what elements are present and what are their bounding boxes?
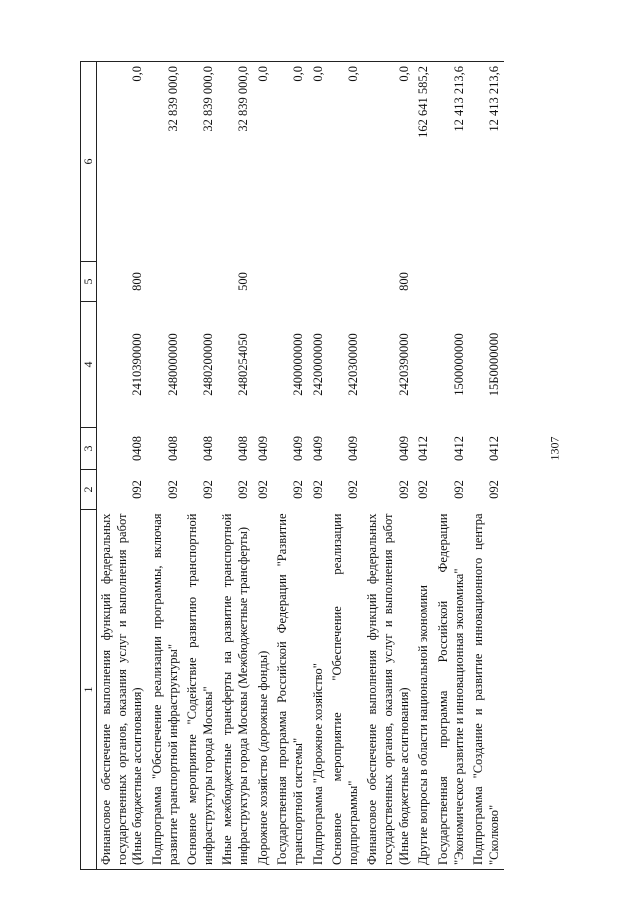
table-body	[97, 62, 505, 870]
row-csr: 1500000000	[451, 333, 466, 396]
row-vr	[273, 262, 308, 302]
row-sum: 32 839 000,0	[218, 62, 253, 262]
row-csr: 2480254050	[236, 333, 250, 396]
row-sum: 32 839 000,0	[183, 62, 218, 262]
table-row	[363, 62, 414, 870]
row-csr: 2410390000	[130, 333, 145, 396]
table-row	[148, 62, 183, 870]
row-name: Дорожное хозяйство (дорожные фонды)	[254, 510, 274, 870]
row-vr	[254, 262, 274, 302]
row-csr: 2420300000	[345, 333, 360, 396]
row-gr: 092	[255, 480, 270, 499]
row-sum: 32 839 000,0	[148, 62, 183, 262]
row-csr	[414, 302, 434, 428]
row-csr: 2480000000	[165, 333, 180, 396]
header-col-5: 5	[81, 262, 97, 302]
row-name: Финансовое обеспечение выполнения функций федеральных государственных органов, оказания услуг и выполнения работ (Иные бюджетные ассигнования)	[97, 510, 148, 870]
table-row	[273, 62, 308, 870]
row-csr: 2420390000	[396, 333, 411, 396]
rotated-page-content	[80, 62, 504, 870]
row-csr	[254, 302, 274, 428]
row-gr: 092	[451, 480, 466, 499]
row-vr	[148, 262, 183, 302]
row-rz: 0409	[345, 436, 360, 461]
row-sum: 0,0	[309, 62, 329, 262]
row-rz: 0412	[451, 436, 466, 461]
row-vr	[309, 262, 329, 302]
table-header-row	[81, 62, 97, 870]
row-sum: 162 641 585,2	[414, 62, 434, 262]
row-csr: 2420000000	[310, 333, 325, 396]
row-gr: 092	[236, 480, 250, 499]
row-csr: 2480200000	[200, 333, 215, 396]
table-row	[254, 62, 274, 870]
page-number: 1307	[547, 436, 562, 461]
row-gr: 092	[165, 480, 180, 499]
row-name: Государственная программа Российской Федерации "Экономическое развитие и инновационная экономика"	[434, 510, 469, 870]
row-vr: 500	[236, 272, 250, 291]
row-vr	[183, 262, 218, 302]
row-rz: 0412	[416, 436, 431, 461]
header-col-1: 1	[81, 510, 97, 870]
row-sum: 12 413 213,6	[469, 62, 504, 262]
budget-table	[80, 61, 504, 870]
header-col-6: 6	[81, 62, 97, 262]
row-sum: 0,0	[363, 62, 414, 262]
header-col-3: 3	[81, 428, 97, 470]
row-name: Другие вопросы в области национальной экономики	[414, 510, 434, 870]
table-row	[218, 62, 253, 870]
row-gr: 092	[416, 480, 431, 499]
row-sum: 12 413 213,6	[434, 62, 469, 262]
row-rz: 0408	[165, 436, 180, 461]
row-gr: 092	[200, 480, 215, 499]
row-gr: 092	[130, 480, 145, 499]
row-rz: 0409	[396, 436, 411, 461]
row-gr: 092	[486, 480, 501, 499]
row-csr: 2400000000	[290, 333, 305, 396]
row-vr	[328, 262, 363, 302]
row-gr: 092	[396, 480, 411, 499]
row-vr	[469, 262, 504, 302]
row-rz: 0409	[290, 436, 305, 461]
row-gr: 092	[310, 480, 325, 499]
row-rz: 0412	[486, 436, 501, 461]
row-sum: 0,0	[254, 62, 274, 262]
header-col-2: 2	[81, 470, 97, 510]
row-vr: 800	[396, 272, 411, 291]
row-rz: 0409	[310, 436, 325, 461]
row-name: Основное мероприятие "Обеспечение реализации подпрограммы"	[328, 510, 363, 870]
table-row	[309, 62, 329, 870]
row-gr: 092	[290, 480, 305, 499]
row-name: Подпрограмма "Обеспечение реализации программы, включая развитие транспортной инфраструктуры"	[148, 510, 183, 870]
row-vr: 800	[130, 272, 145, 291]
row-name: Подпрограмма "Дорожное хозяйство"	[309, 510, 329, 870]
row-name: Подпрограмма "Создание и развитие инновационного центра "Сколково"	[469, 510, 504, 870]
row-csr: 15Б0000000	[486, 332, 501, 397]
row-sum: 0,0	[97, 62, 148, 262]
row-rz: 0408	[130, 436, 145, 461]
table-row	[469, 62, 504, 870]
row-rz: 0408	[200, 436, 215, 461]
table-row	[97, 62, 148, 870]
header-col-4: 4	[81, 302, 97, 428]
row-name: Государственная программа Российской Федерации "Развитие транспортной системы"	[273, 510, 308, 870]
table-row	[183, 62, 218, 870]
table-row	[328, 62, 363, 870]
row-vr	[414, 262, 434, 302]
row-rz: 0408	[236, 436, 250, 461]
row-sum: 0,0	[328, 62, 363, 262]
row-vr	[434, 262, 469, 302]
row-gr: 092	[345, 480, 360, 499]
row-name: Иные межбюджетные трансферты на развитие транспортной инфраструктуры города Москвы (Межбюджетные трансферты)	[218, 510, 253, 870]
table-row	[434, 62, 469, 870]
table-row	[414, 62, 434, 870]
row-sum: 0,0	[273, 62, 308, 262]
row-name: Финансовое обеспечение выполнения функций федеральных государственных органов, оказания услуг и выполнения работ (Иные бюджетные ассигнования)	[363, 510, 414, 870]
row-rz: 0409	[255, 436, 270, 461]
row-name: Основное мероприятие "Содействие развитию транспортной инфраструктуры города Москвы"	[183, 510, 218, 870]
